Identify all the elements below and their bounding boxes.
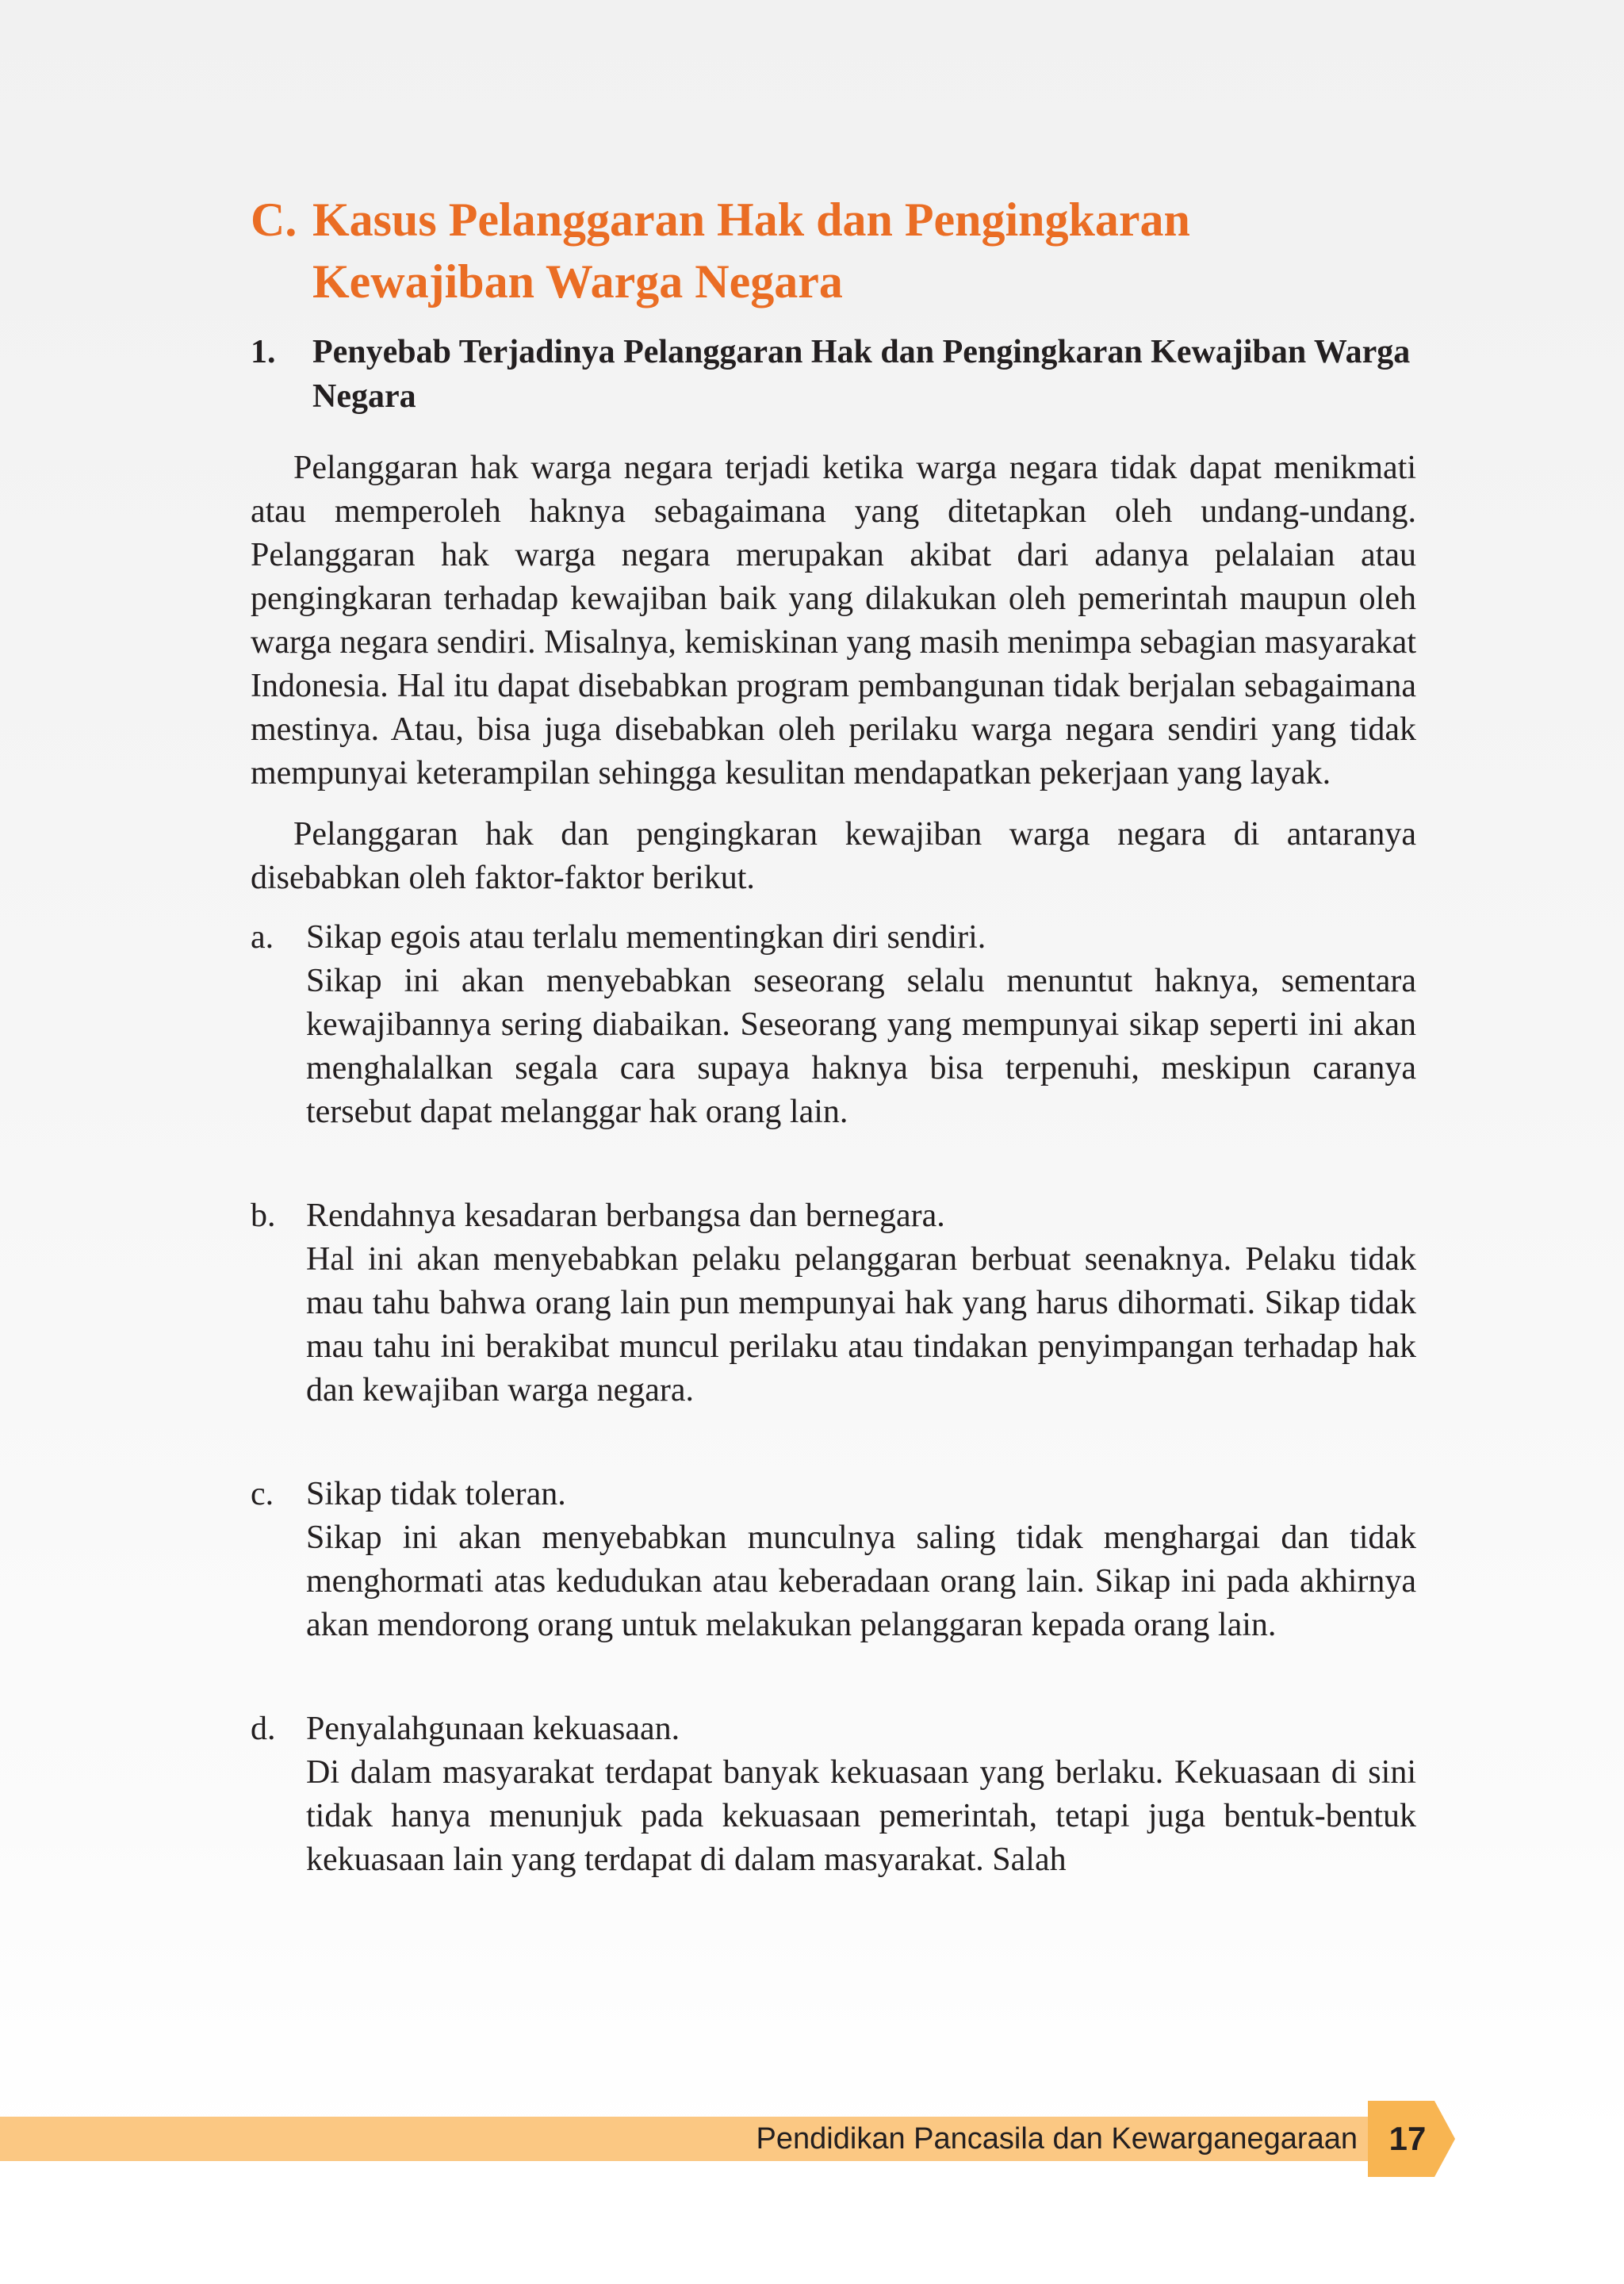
factor-description: Hal ini akan menyebabkan pelaku pelanggaran berbuat seenaknya. Pelaku tidak mau tahu bahwa orang lain pun mempunyai hak yang harus dihormati. Sikap tidak mau tahu ini berakibat muncul perilaku atau tindakan penyimpangan terhadap hak dan kewajiban warga negara. bbox=[306, 1240, 1416, 1408]
page-content bbox=[251, 189, 1416, 1882]
factor-body bbox=[306, 1707, 1416, 1882]
factor-title: Rendahnya kesadaran berbangsa dan bernegara. bbox=[306, 1197, 945, 1234]
factor-description: Di dalam masyarakat terdapat banyak kekuasaan yang berlaku. Kekuasaan di sini tidak hanya menunjuk pada kekuasaan pemerintah, tetapi juga bentuk-bentuk kekuasaan lain yang terdapat di dalam masyarakat. Salah bbox=[306, 1753, 1416, 1878]
page-number: 17 bbox=[1388, 2120, 1427, 2157]
factor-description: Sikap ini akan menyebabkan munculnya saling tidak menghargai dan tidak menghormati atas kedudukan atau keberadaan orang lain. Sikap ini pada akhirnya akan mendorong orang untuk melakukan pelanggaran kepada orang lain. bbox=[306, 1519, 1416, 1643]
factor-body bbox=[306, 1473, 1416, 1647]
factor-letter: d. bbox=[251, 1710, 276, 1747]
paragraph-factors-lead: Pelanggaran hak dan pengingkaran kewajiban warga negara di antaranya disebabkan oleh faktor-faktor berikut. bbox=[251, 815, 1416, 896]
factor-letter: b. bbox=[251, 1197, 276, 1234]
factor-item-b bbox=[251, 1194, 1416, 1412]
subsection-title: Penyebab Terjadinya Pelanggaran Hak dan Pengingkaran Kewajiban Warga Negara bbox=[312, 334, 1411, 415]
factor-body bbox=[306, 1194, 1416, 1412]
subsection-number: 1. bbox=[251, 334, 276, 370]
footer-book-title: Pendidikan Pancasila dan Kewarganegaraan bbox=[756, 2122, 1358, 2156]
factor-title: Sikap tidak toleran. bbox=[306, 1475, 566, 1512]
subsection-heading bbox=[251, 330, 1416, 419]
factor-body bbox=[306, 916, 1416, 1134]
section-letter: C. bbox=[251, 194, 297, 246]
factor-item-d bbox=[251, 1707, 1416, 1882]
factor-title: Penyalahgunaan kekuasaan. bbox=[306, 1710, 680, 1747]
factor-description: Sikap ini akan menyebabkan seseorang selalu menuntut haknya, sementara kewajibannya sering diabaikan. Seseorang yang mempunyai sikap seperti ini akan menghalalkan segala cara supaya haknya bisa terpenuhi, meskipun caranya tersebut dapat melanggar hak orang lain. bbox=[306, 962, 1416, 1130]
factor-letter: a. bbox=[251, 918, 274, 956]
factor-letter: c. bbox=[251, 1475, 274, 1512]
factor-item-a bbox=[251, 916, 1416, 1134]
section-heading bbox=[251, 189, 1416, 312]
factor-list bbox=[251, 916, 1416, 1882]
factor-title: Sikap egois atau terlalu mementingkan diri sendiri. bbox=[306, 918, 986, 956]
paragraph-intro: Pelanggaran hak warga negara terjadi ketika warga negara tidak dapat menikmati atau memperoleh haknya sebagaimana yang ditetapkan oleh undang-undang. Pelanggaran hak warga negara merupakan akibat dari adanya pelalaian atau pengingkaran terhadap kewajiban baik yang dilakukan oleh pemerintah maupun oleh warga negara sendiri. Misalnya, kemiskinan yang masih menimpa sebagian masyarakat Indonesia. Hal itu dapat disebabkan program pembangunan tidak berjalan sebagaimana mestinya. Atau, bisa juga disebabkan oleh perilaku warga negara sendiri yang tidak mempunyai keterampilan sehingga kesulitan mendapatkan pekerjaan yang layak. bbox=[251, 449, 1416, 791]
section-title: Kasus Pelanggaran Hak dan Pengingkaran Kewajiban Warga Negara bbox=[312, 194, 1190, 308]
factor-item-c bbox=[251, 1473, 1416, 1647]
